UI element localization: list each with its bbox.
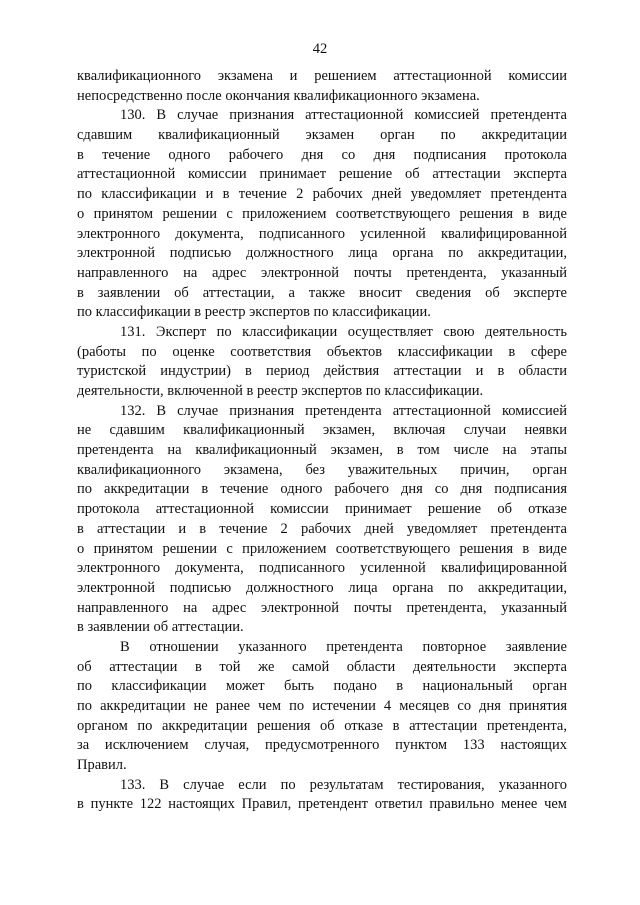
text-line: электронного документа, подписанного усиленной квалифицированной — [77, 560, 567, 577]
text-line: сдавшим квалификационный экзамен орган по аккредитации — [77, 127, 567, 144]
text-line: квалификационного экзамена, без уважительных причин, орган — [77, 461, 567, 478]
text-line: по аккредитации не ранее чем по истечении 4 месяцев со дня принятия — [77, 698, 567, 714]
text-line: деятельности, включенной в реестр экспертов по классификации. — [77, 383, 484, 399]
text-line: направленного на адрес электронной почты претендента, указанный — [77, 599, 567, 616]
text-line: квалификационного экзамена и решением аттестационной комиссии — [77, 68, 567, 84]
text-line: туристской индустрии) в период действия аттестации и в области — [77, 363, 567, 380]
paragraph-repeat-application — [77, 638, 567, 776]
paragraph-130 — [77, 106, 567, 323]
page-number: 42 — [312, 41, 328, 57]
text-line: электронной подписью должностного лица органа по аккредитации, — [77, 579, 567, 596]
text-line: электронного документа, подписанного усиленной квалифицированной — [77, 225, 567, 242]
text-line: аттестационной комиссии принимает решение об аттестации эксперта — [77, 166, 567, 183]
text-line: в заявлении об аттестации, а также вносит сведения об эксперте — [77, 284, 567, 301]
paragraph-131 — [77, 323, 567, 402]
text-line: 130. В случае признания аттестационной комиссией претендента — [120, 107, 567, 124]
text-line: 133. В случае если по результатам тестирования, указанного — [120, 776, 567, 793]
text-line: о принятом решении с приложением соответствующего решения в виде — [77, 205, 567, 222]
text-line: не сдавшим квалификационный экзамен, включая случаи неявки — [77, 422, 567, 439]
text-line: по классификации и в течение 2 рабочих дней уведомляет претендента — [77, 186, 567, 203]
text-line: за исключением случая, предусмотренного пунктом 133 настоящих — [77, 737, 567, 754]
text-line: 131. Эксперт по классификации осуществляет свою деятельность — [120, 323, 567, 340]
text-line: органом по аккредитации решения об отказе в аттестации претендента, — [77, 717, 567, 734]
document-body — [77, 67, 567, 815]
text-line: по аккредитации в течение одного рабочего дня со дня подписания — [77, 481, 567, 498]
text-line: протокола аттестационной комиссии принимает решение об отказе — [77, 501, 567, 518]
text-line: в заявлении об аттестации. — [77, 619, 244, 636]
text-line: о принятом решении с приложением соответствующего решения в виде — [77, 540, 567, 557]
text-line: В отношении указанного претендента повторное заявление — [120, 638, 567, 655]
text-line: по классификации может быть подано в национальный орган — [77, 678, 567, 695]
paragraph-132 — [77, 402, 567, 638]
text-line: 132. В случае признания претендента аттестационной комиссией — [120, 402, 567, 419]
text-line: в аттестации и в течение 2 рабочих дней уведомляет претендента — [77, 520, 567, 537]
text-line: претендента на квалификационный экзамен, в том числе на этапы — [77, 442, 567, 459]
text-line: электронной подписью должностного лица органа по аккредитации, — [77, 245, 567, 262]
text-line: об аттестации в той же самой области деятельности эксперта — [77, 658, 567, 675]
text-line: в течение одного рабочего дня со дня подписания протокола — [77, 146, 567, 163]
paragraph-133 — [77, 776, 567, 815]
text-line: Правил. — [77, 757, 127, 774]
text-line: (работы по оценке соответствия объектов классификации в сфере — [77, 343, 567, 360]
text-line: в пункте 122 настоящих Правил, претендент ответил правильно менее чем — [77, 796, 567, 813]
text-line: непосредственно после окончания квалификационного экзамена. — [77, 87, 480, 104]
text-line: по классификации в реестр экспертов по классификации. — [77, 304, 431, 321]
text-line: направленного на адрес электронной почты претендента, указанный — [77, 264, 567, 281]
paragraph — [77, 67, 567, 106]
